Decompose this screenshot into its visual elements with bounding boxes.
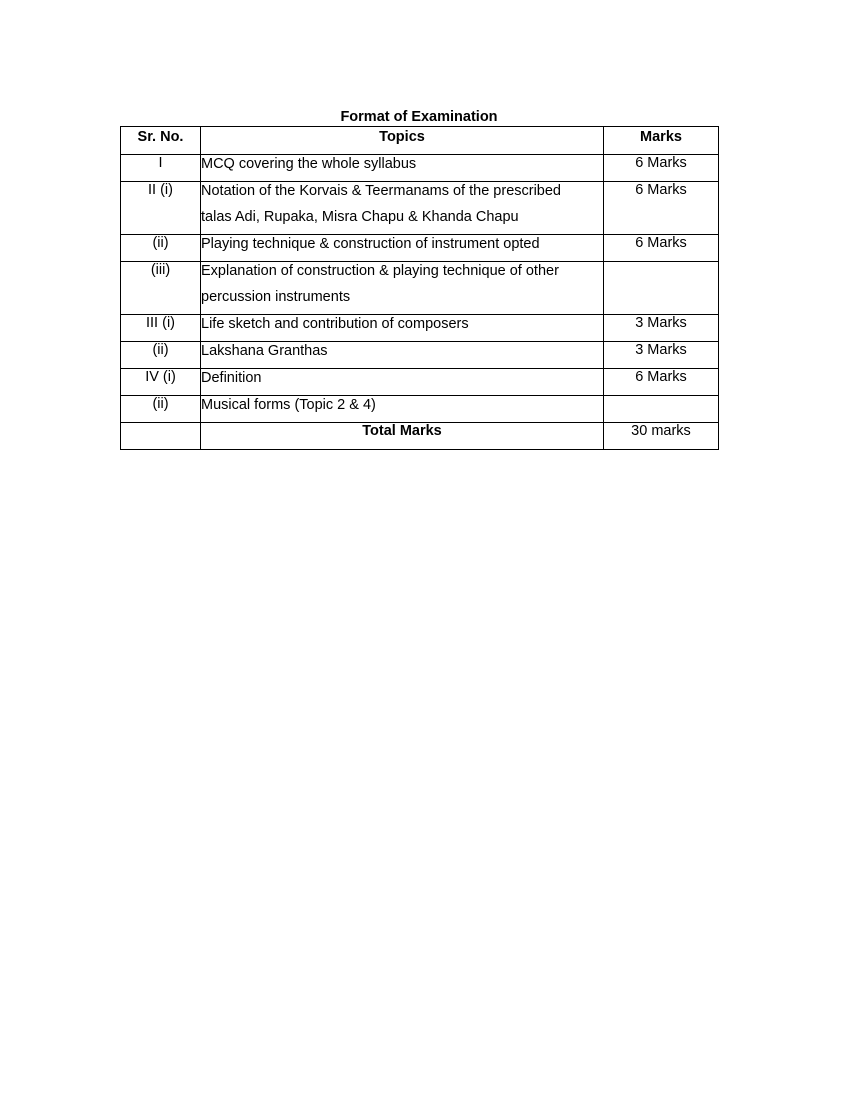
exam-format-table [120,126,719,450]
topic-line: talas Adi, Rupaka, Misra Chapu & Khanda Chapu [201,209,519,225]
row-topic [201,262,604,315]
total-marks-label: Total Marks [201,423,604,450]
header-marks: Marks [604,127,719,155]
table-row [121,262,719,315]
row-sr-no: IV (i) [121,369,201,396]
row-sr-no: (ii) [121,396,201,423]
page-title: Format of Examination [340,109,498,125]
row-sr-no: III (i) [121,315,201,342]
row-marks: 6 Marks [604,369,719,396]
topic-line: Musical forms (Topic 2 & 4) [201,397,376,413]
topic-line: percussion instruments [201,289,351,305]
table-row [121,182,719,235]
row-marks: 3 Marks [604,315,719,342]
total-row [121,423,719,450]
topic-line: Explanation of construction & playing technique of other [201,263,559,279]
header-topics: Topics [201,127,604,155]
total-marks-value: 30 marks [604,423,719,450]
row-sr-no: (iii) [121,262,201,315]
topic-line: Lakshana Granthas [201,343,328,359]
row-marks: 3 Marks [604,342,719,369]
topic-line: Definition [201,370,262,386]
row-sr-no: (ii) [121,235,201,262]
row-marks: 6 Marks [604,235,719,262]
row-marks: 6 Marks [604,182,719,235]
row-marks [604,262,719,315]
row-topic [201,182,604,235]
topic-line: Playing technique & construction of instrument opted [201,236,540,252]
row-marks [604,396,719,423]
topic-line: MCQ covering the whole syllabus [201,156,417,172]
table-row [121,396,719,423]
header-sr-no: Sr. No. [121,127,201,155]
row-topic [201,396,604,423]
row-sr-no: II (i) [121,182,201,235]
topic-line: Life sketch and contribution of composers [201,316,469,332]
row-marks: 6 Marks [604,155,719,182]
row-sr-no: I [121,155,201,182]
row-sr-no: (ii) [121,342,201,369]
topic-line: Notation of the Korvais & Teermanams of the prescribed [201,183,562,199]
total-sr-empty [121,423,201,450]
